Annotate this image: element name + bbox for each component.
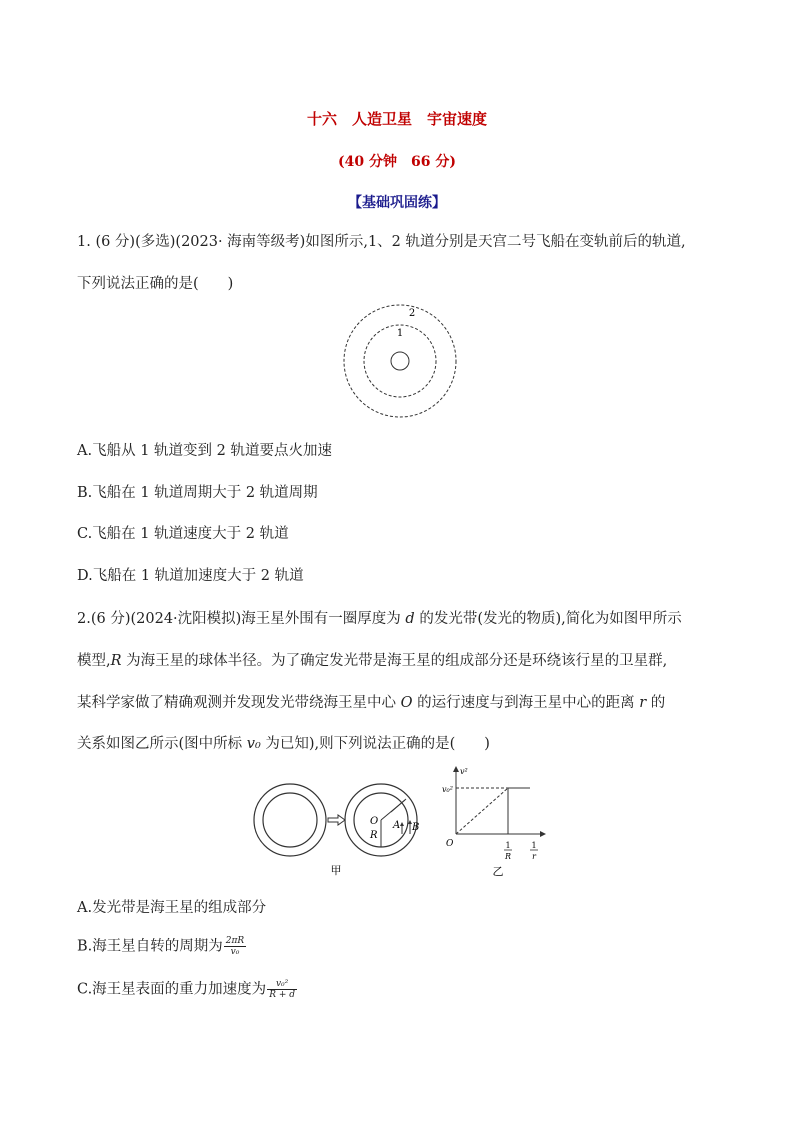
q1-stem-line1: 1. (6 分)(多选)(2023· 海南等级考)如图所示,1、2 轨道分别是天宫二号飞船在变轨前后的轨道, (77, 234, 686, 250)
x-axis-arrow (540, 831, 546, 837)
q1-option-a: A.飞船从 1 轨道变到 2 轨道要点火加速 (77, 443, 332, 459)
frac-b: $\frac{2\pi R}{\text{v₀}}$ (225, 936, 245, 957)
q1-option-c: C.飞船在 1 轨道速度大于 2 轨道 (77, 526, 289, 542)
section-heading: 【基础巩固练】 (348, 195, 446, 211)
q2-figure-jia (250, 772, 430, 880)
q2-stem-line1: 2.(6 分)(2024·沈阳模拟)海王星外围有一圈厚度为 d 的发光带(发光的物质),简化为如图甲所示 (77, 611, 682, 627)
ring-outer-left (254, 784, 326, 856)
ring-inner-left (263, 793, 317, 847)
q1-option-b: B.飞船在 1 轨道周期大于 2 轨道周期 (77, 485, 318, 501)
y-axis-arrow (453, 766, 459, 772)
x-axis-den: r (532, 852, 536, 861)
v0sq-label: v₀² (442, 785, 453, 794)
q2-stem-line2: 模型,R 为海王星的球体半径。为了确定发光带是海王星的组成部分还是环绕该行星的卫星群, (77, 653, 668, 669)
q1-option-d: D.飞船在 1 轨道加速度大于 2 轨道 (77, 568, 304, 584)
q2-figure-yi (440, 762, 550, 880)
planet (391, 352, 409, 370)
arrow-a-head (400, 822, 404, 826)
label-b: B (412, 822, 420, 833)
label-o: O (370, 816, 379, 827)
q2-stem-line3: 某科学家做了精确观测并发现发光带绕海王星中心 O 的运行速度与到海王星中心的距离 r 的 (77, 695, 666, 711)
xtick-den: R (504, 852, 512, 861)
orbit-label-2: 2 (408, 308, 416, 319)
diagonal-guide (456, 788, 508, 834)
q2-option-c: C.海王星表面的重力加速度为 $\frac{\text{v₀²}}{R + d}$ (77, 979, 295, 1000)
label-r: R (370, 830, 378, 841)
orbit-2 (344, 305, 456, 417)
q1-orbit-figure (340, 300, 460, 420)
q2-option-a: A.发光带是海王星的组成部分 (77, 900, 267, 916)
label-a: A (393, 820, 401, 831)
x-axis-num: 1 (531, 841, 537, 850)
xtick-num: 1 (505, 841, 511, 850)
q2-stem-line4: 关系如图乙所示(图中所标 v₀ 为已知),则下列说法正确的是( ) (77, 736, 490, 752)
transform-arrow (328, 815, 345, 825)
y-axis-label: v² (460, 767, 468, 776)
figure-jia-label: 甲 (330, 864, 342, 877)
q1-stem-line2: 下列说法正确的是( ) (77, 276, 234, 292)
page-title: 十六 人造卫星 宇宙速度 (306, 110, 487, 128)
origin-label: O (446, 839, 454, 849)
frac-c: $\frac{\text{v₀²}}{R + d}$ (269, 979, 295, 1000)
q2-option-b: B.海王星自转的周期为 $\frac{2\pi R}{\text{v₀}}$ (77, 936, 245, 957)
page-subtitle: (40 分钟 66 分) (338, 154, 456, 170)
figure-yi-label: 乙 (492, 865, 504, 878)
orbit-label-1: 1 (396, 328, 404, 339)
